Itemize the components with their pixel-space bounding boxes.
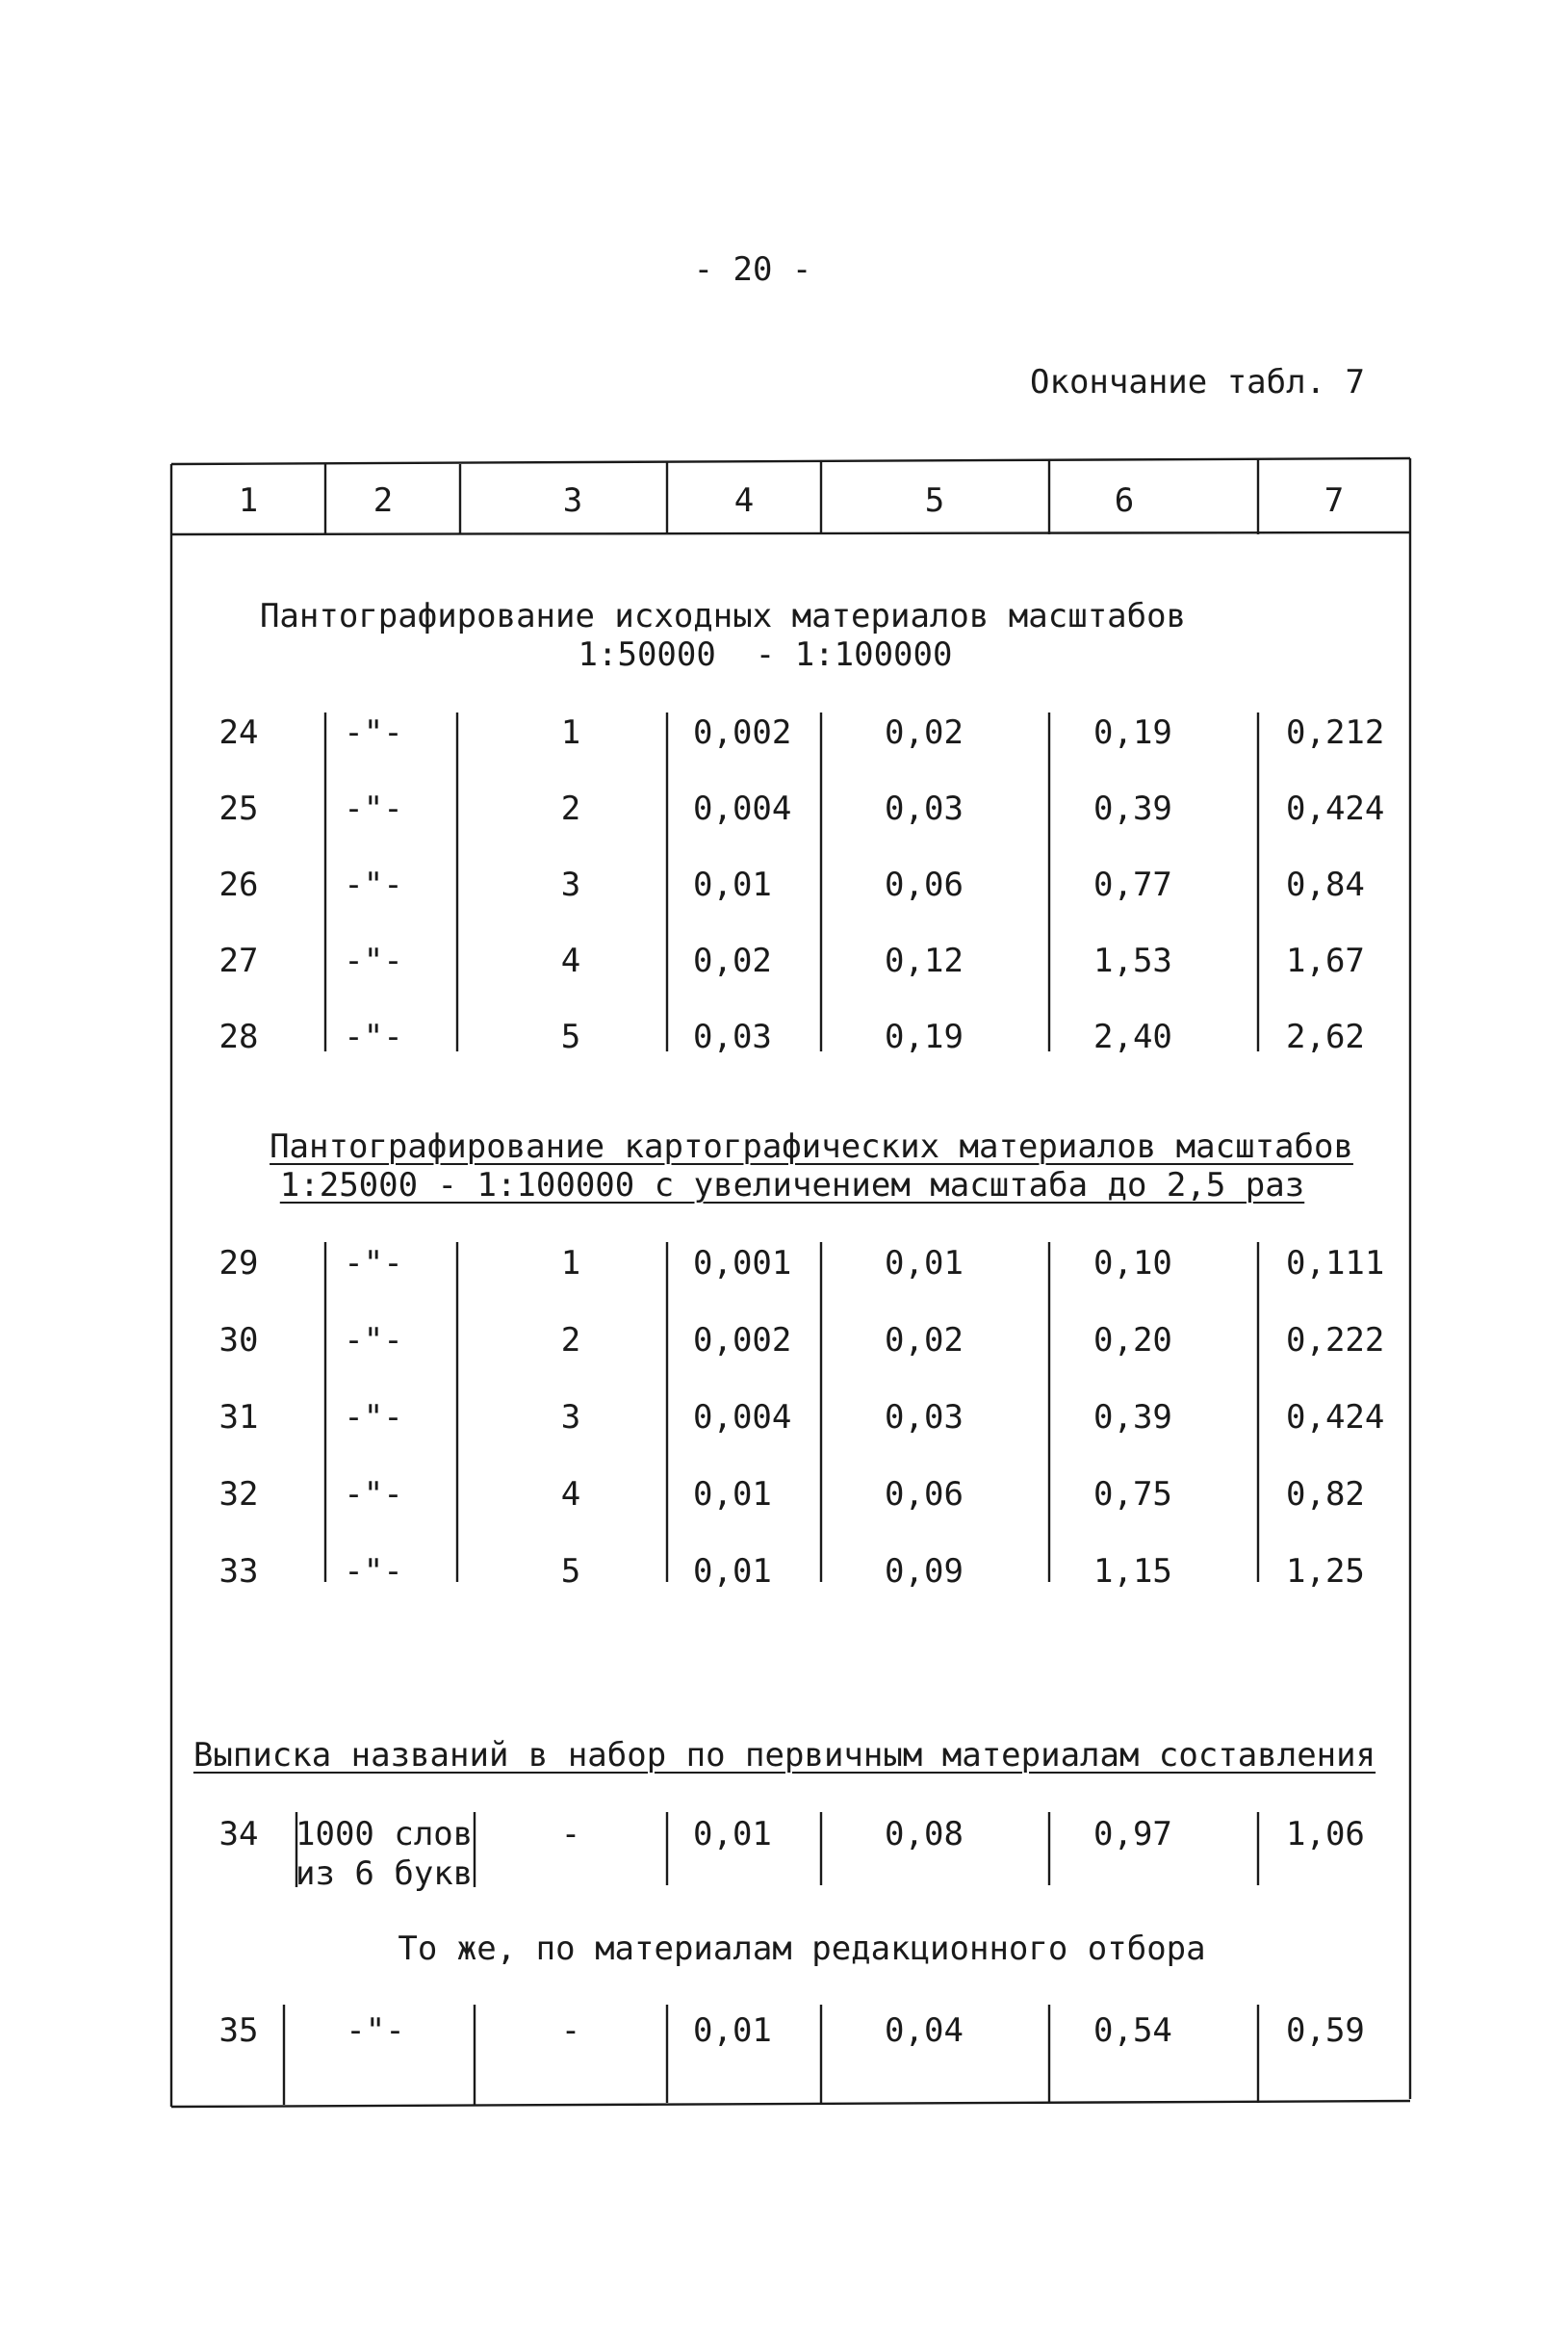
cell-col2: -"- bbox=[344, 1321, 403, 1360]
cell-col3: - bbox=[560, 1815, 581, 1853]
cell-num: 24 bbox=[218, 713, 259, 752]
cell-col7: 0,424 bbox=[1286, 790, 1385, 828]
cell-col7: 0,59 bbox=[1286, 2011, 1365, 2050]
cell-col7: 1,67 bbox=[1286, 942, 1365, 980]
cell-col3: 2 bbox=[560, 1321, 581, 1360]
cell-col4: 0,01 bbox=[693, 1552, 772, 1591]
cell-col2: -"- bbox=[344, 1552, 403, 1591]
cell-num: 29 bbox=[218, 1244, 259, 1283]
col-header-1: 1 bbox=[238, 481, 259, 520]
cell-num: 31 bbox=[218, 1398, 259, 1437]
cell-col3: 4 bbox=[560, 1475, 581, 1514]
cell-col3: 1 bbox=[560, 713, 581, 752]
cell-col2: -"- bbox=[344, 713, 403, 752]
cell-col6: 1,15 bbox=[1093, 1552, 1172, 1591]
col-header-4: 4 bbox=[733, 481, 755, 520]
section4-title: То же, по материалам редакционного отбора bbox=[398, 1930, 1206, 1968]
cell-col4: 0,002 bbox=[693, 713, 792, 752]
cell-num: 27 bbox=[218, 942, 259, 980]
section2-title-line1: Пантографирование картографических материалов масштабов bbox=[270, 1127, 1353, 1166]
col-header-5: 5 bbox=[924, 481, 945, 520]
cell-col7: 0,222 bbox=[1286, 1321, 1385, 1360]
cell-col2: -"- bbox=[344, 1244, 403, 1283]
table-caption: Окончание табл. 7 bbox=[1030, 363, 1365, 402]
cell-col5: 0,06 bbox=[885, 1475, 964, 1514]
cell-col4: 0,004 bbox=[693, 790, 792, 828]
cell-num: 30 bbox=[218, 1321, 259, 1360]
cell-col5: 0,19 bbox=[885, 1018, 964, 1056]
cell-col4: 0,02 bbox=[693, 942, 772, 980]
cell-col5: 0,04 bbox=[885, 2011, 964, 2050]
cell-col3: 3 bbox=[560, 866, 581, 904]
col-header-7: 7 bbox=[1324, 481, 1345, 520]
cell-col6: 0,39 bbox=[1093, 1398, 1172, 1437]
cell-col5: 0,06 bbox=[885, 866, 964, 904]
cell-col7: 0,82 bbox=[1286, 1475, 1365, 1514]
cell-col2: -"- bbox=[344, 942, 403, 980]
cell-col7: 0,424 bbox=[1286, 1398, 1385, 1437]
cell-col7: 2,62 bbox=[1286, 1018, 1365, 1056]
cell-col3: 1 bbox=[560, 1244, 581, 1283]
cell-num: 25 bbox=[218, 790, 259, 828]
cell-col6: 0,19 bbox=[1093, 713, 1172, 752]
cell-col4: 0,01 bbox=[693, 1815, 772, 1853]
section2-title-line2: 1:25000 - 1:100000 с увеличением масштаба до 2,5 раз bbox=[279, 1166, 1305, 1205]
cell-col5: 0,12 bbox=[885, 942, 964, 980]
cell-col6: 0,20 bbox=[1093, 1321, 1172, 1360]
section1-title-line1: Пантографирование исходных материалов масштабов bbox=[259, 597, 1187, 635]
cell-col2: -"- bbox=[346, 2011, 405, 2050]
col-header-2: 2 bbox=[373, 481, 394, 520]
cell-col4: 0,03 bbox=[693, 1018, 772, 1056]
cell-num: 33 bbox=[218, 1552, 259, 1591]
cell-num: 28 bbox=[218, 1018, 259, 1056]
cell-num: 34 bbox=[218, 1815, 259, 1853]
cell-col5: 0,02 bbox=[885, 1321, 964, 1360]
cell-col2-line1: 1000 слов bbox=[296, 1815, 474, 1853]
cell-col5: 0,03 bbox=[885, 790, 964, 828]
section1-title-line2: 1:50000 - 1:100000 bbox=[578, 635, 953, 674]
cell-col3: 5 bbox=[560, 1552, 581, 1591]
cell-col2: -"- bbox=[344, 1018, 403, 1056]
cell-col7: 0,212 bbox=[1286, 713, 1385, 752]
cell-col7: 0,111 bbox=[1286, 1244, 1385, 1283]
cell-col7: 1,25 bbox=[1286, 1552, 1365, 1591]
section3-title: Выписка названий в набор по первичным материалам составления bbox=[193, 1736, 1376, 1775]
col-header-6: 6 bbox=[1114, 481, 1135, 520]
col-header-3: 3 bbox=[562, 481, 583, 520]
cell-col7: 0,84 bbox=[1286, 866, 1365, 904]
cell-col3: - bbox=[560, 2011, 581, 2050]
cell-col5: 0,09 bbox=[885, 1552, 964, 1591]
cell-num: 35 bbox=[218, 2011, 259, 2050]
cell-col3: 4 bbox=[560, 942, 581, 980]
cell-col3: 3 bbox=[560, 1398, 581, 1437]
cell-col5: 0,03 bbox=[885, 1398, 964, 1437]
cell-col6: 0,77 bbox=[1093, 866, 1172, 904]
cell-col4: 0,01 bbox=[693, 866, 772, 904]
cell-col6: 2,40 bbox=[1093, 1018, 1172, 1056]
cell-col6: 0,54 bbox=[1093, 2011, 1172, 2050]
page-number: - 20 - bbox=[693, 250, 812, 289]
cell-col2-line2: из 6 букв bbox=[296, 1854, 474, 1893]
cell-col2: -"- bbox=[344, 1398, 403, 1437]
cell-col5: 0,08 bbox=[885, 1815, 964, 1853]
cell-col6: 0,10 bbox=[1093, 1244, 1172, 1283]
cell-col6: 0,39 bbox=[1093, 790, 1172, 828]
cell-col2: -"- bbox=[344, 790, 403, 828]
cell-col6: 1,53 bbox=[1093, 942, 1172, 980]
cell-col4: 0,01 bbox=[693, 1475, 772, 1514]
cell-num: 26 bbox=[218, 866, 259, 904]
cell-col2: -"- bbox=[344, 1475, 403, 1514]
cell-num: 32 bbox=[218, 1475, 259, 1514]
cell-col5: 0,02 bbox=[885, 713, 964, 752]
cell-col4: 0,001 bbox=[693, 1244, 792, 1283]
cell-col7: 1,06 bbox=[1286, 1815, 1365, 1853]
cell-col3: 2 bbox=[560, 790, 581, 828]
cell-col2: -"- bbox=[344, 866, 403, 904]
cell-col6: 0,75 bbox=[1093, 1475, 1172, 1514]
cell-col3: 5 bbox=[560, 1018, 581, 1056]
cell-col4: 0,004 bbox=[693, 1398, 792, 1437]
cell-col4: 0,002 bbox=[693, 1321, 792, 1360]
cell-col6: 0,97 bbox=[1093, 1815, 1172, 1853]
cell-col5: 0,01 bbox=[885, 1244, 964, 1283]
cell-col4: 0,01 bbox=[693, 2011, 772, 2050]
